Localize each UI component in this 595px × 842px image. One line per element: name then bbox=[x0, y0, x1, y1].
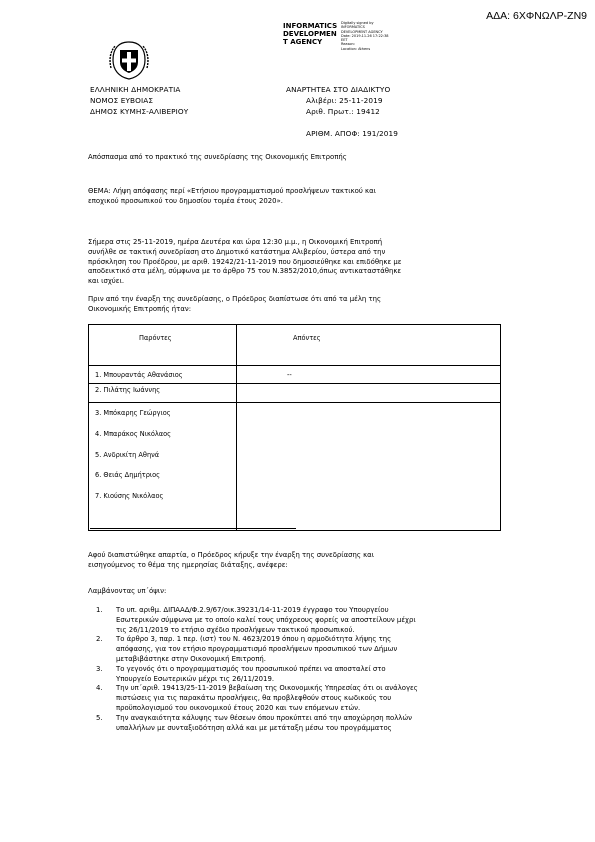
extract-heading: Απόσπασμα από το πρακτικό της συνεδρίασης της Οικονομικής Επιτροπής bbox=[88, 153, 347, 161]
sender-line: ΝΟΜΟΣ ΕΥΒΟΙΑΣ bbox=[90, 96, 154, 105]
considering-heading: Λαμβάνοντας υπ΄όψιν: bbox=[88, 587, 167, 595]
present-member: 6. Θειάς Δημήτριος bbox=[95, 471, 161, 480]
consideration-item bbox=[96, 665, 501, 685]
absent-member-empty bbox=[237, 384, 501, 403]
item-line: Την αναγκαιότητα κάλυψης των θέσεων όπου προκύπτει από την αποχώρηση πολλών bbox=[116, 713, 412, 722]
item-line: πιστώσεις για τις παρακάτω προσλήψεις, θα προβλεφθούν στους κωδικούς του bbox=[116, 694, 392, 703]
table-row bbox=[89, 403, 501, 531]
intro-line: και ισχύει. bbox=[88, 277, 125, 286]
item-line: Το υπ. αριθμ. ΔΙΠΑΑΔ/Φ.2.9/67/οικ.39231/14-11-2019 έγγραφο του Υπουργείου bbox=[116, 606, 389, 614]
item-number: 5. bbox=[96, 713, 103, 722]
item-line: τις 26/11/2019 το ετήσιο σχέδιο προσλήψεων τακτικού προσωπικού. bbox=[116, 625, 355, 634]
decision-number: ΑΡΙΘΜ. ΑΠΟΦ: 191/2019 bbox=[306, 129, 399, 138]
item-number: 4. bbox=[96, 684, 103, 693]
item-line: μεταβιβάστηκε στην Οικονομική Επιτροπή. bbox=[116, 654, 266, 663]
posting-title: ΑΝΑΡΤΗΤΕΑ ΣΤΟ ΔΙΑΔΙΚΤΥΟ bbox=[286, 85, 391, 94]
table-header-row bbox=[89, 325, 501, 366]
considerations-list bbox=[96, 606, 501, 733]
intro-line: αποδεικτικό στα μέλη, σύμφωνα με το άρθρο 75 του Ν.3852/2010,όπως αντικαταστάθηκε bbox=[88, 267, 402, 276]
logo-line: DEVELOPMEN bbox=[283, 30, 337, 38]
ada-code: ΑΔΑ: 6ΧΦΝΩΛΡ-ΖΝ9 bbox=[486, 10, 587, 22]
absent-member-empty bbox=[237, 403, 501, 531]
consideration-item bbox=[96, 684, 501, 713]
intro-line: Σήμερα στις 25-11-2019, ημέρα Δευτέρα και ώρα 12:30 μ.μ., η Οικονομική Επιτροπή bbox=[88, 238, 383, 246]
sender-line: ΕΛΛΗΝΙΚΗ ΔΗΜΟΚΡΑΤΙΑ bbox=[90, 85, 181, 94]
sender-line: ΔΗΜΟΣ ΚΥΜΗΣ-ΑΛΙΒΕΡΙΟΥ bbox=[90, 107, 189, 116]
item-line: Το άρθρο 3, παρ. 1 περ. (ιστ) του Ν. 4623/2019 όπου η αρμοδιότητα λήψης της bbox=[116, 635, 392, 644]
item-line: απόφασης, για τον ετήσιο προγραμματισμό προσλήψεων προσωπικού των Δήμων bbox=[116, 645, 398, 654]
digital-signature-stamp bbox=[341, 21, 389, 51]
subject-line: εποχικού προσωπικού του δημοσίου τομέα έτους 2020». bbox=[88, 196, 283, 205]
signature-line: Date: 2019.11.26 17:22:38 bbox=[341, 33, 389, 38]
item-line: Υπουργείο Εσωτερικών μέχρι τις 26/11/2019. bbox=[116, 674, 275, 683]
table-row bbox=[89, 384, 501, 403]
logo-line: INFORMATICS bbox=[283, 22, 338, 30]
present-members-list bbox=[89, 403, 237, 531]
separator-line bbox=[90, 528, 296, 529]
intro-line: συνήλθε σε τακτική συνεδρίαση στο Δημοτικό κατάστημα Αλιβερίου, ύστερα από την bbox=[88, 247, 386, 256]
quorum-found-paragraph bbox=[88, 551, 501, 571]
quorum-found-line: εισηγούμενος το θέμα της ημερησίας διάταξης, ανέφερε: bbox=[88, 560, 288, 569]
logo-line: T AGENCY bbox=[283, 38, 323, 46]
absent-header: Απόντες bbox=[237, 325, 501, 366]
table-row bbox=[89, 366, 501, 384]
signature-line: Location: Athens bbox=[341, 46, 371, 51]
present-member: 5. Ανδρικίτη Αθηνά bbox=[95, 450, 160, 459]
consideration-item bbox=[96, 606, 501, 635]
quorum-line: Πριν από την έναρξη της συνεδρίασης, ο Πρόεδρος διαπίστωσε ότι από τα μέλη της bbox=[88, 295, 382, 303]
item-line: υπαλλήλων με συνταξιοδότηση αλλά και με μετάταξη μέσω του προγράμματος bbox=[116, 723, 392, 732]
present-member: 2. Πιλάτης Ιωάννης bbox=[89, 384, 237, 403]
quorum-line: Οικονομικής Επιτροπής ήταν: bbox=[88, 304, 192, 313]
item-number: 3. bbox=[96, 664, 103, 673]
signature-line: DEVELOPMENT AGENCY bbox=[341, 29, 383, 34]
subject-line: ΘΕΜΑ: Λήψη απόφασης περί «Ετήσιου προγραμματισμού προσλήψεων τακτικού και bbox=[88, 187, 376, 195]
informatics-agency-logo bbox=[283, 22, 337, 46]
quorum-statement bbox=[88, 295, 501, 315]
item-line: Το γεγονός ότι ο προγραμματισμός του προσωπικού πρέπει να αποσταλεί στο bbox=[116, 664, 386, 673]
item-line: Εσωτερικών σύμφωνα με το οποίο καλεί τους υπόχρεους φορείς να αποστείλουν μέχρι bbox=[116, 615, 416, 624]
signature-line: EET bbox=[341, 38, 348, 43]
present-member: 7. Κιούσης Νικόλαος bbox=[95, 492, 164, 501]
signature-line: Digitally signed by bbox=[341, 21, 374, 25]
quorum-found-line: Αφού διαπιστώθηκε απαρτία, ο Πρόεδρος κήρυξε την έναρξη της συνεδρίασης και bbox=[88, 551, 375, 559]
item-number: 1. bbox=[96, 606, 103, 614]
item-line: Την υπ΄αριθ. 19413/25-11-2019 βεβαίωση της Οικονομικής Υπηρεσίας ότι οι ανάλογες bbox=[116, 684, 418, 693]
intro-line: πρόσκληση του Προέδρου, με αριθ. 19242/21-11-2019 που δημοσιεύθηκε και επιδόθηκε με bbox=[88, 257, 402, 266]
present-member: 3. Μπόκαρης Γεώργιος bbox=[95, 409, 171, 417]
subject bbox=[88, 187, 376, 207]
intro-paragraph bbox=[88, 238, 501, 287]
signature-line: INFORMATICS bbox=[341, 25, 365, 30]
present-member: 1. Μπουραντάς Αθανάσιος bbox=[89, 366, 237, 384]
signature-line: Reason: bbox=[341, 42, 355, 47]
present-header: Παρόντες bbox=[89, 325, 237, 366]
attendance-table bbox=[88, 324, 501, 531]
consideration-item bbox=[96, 714, 501, 734]
present-member: 4. Μπαράκος Νικόλαος bbox=[95, 429, 172, 438]
protocol-number: Αριθ. Πρωτ.: 19412 bbox=[306, 107, 380, 116]
sender-block bbox=[90, 84, 188, 117]
item-line: προϋπολογισμού του οικονομικού έτους 2020 και των επόμενων ετών. bbox=[116, 703, 361, 712]
hellenic-republic-emblem-icon bbox=[107, 38, 151, 82]
consideration-item bbox=[96, 635, 501, 664]
absent-member: -- bbox=[237, 366, 501, 384]
place-date: Αλιβέρι: 25-11-2019 bbox=[306, 96, 383, 105]
item-number: 2. bbox=[96, 635, 103, 644]
